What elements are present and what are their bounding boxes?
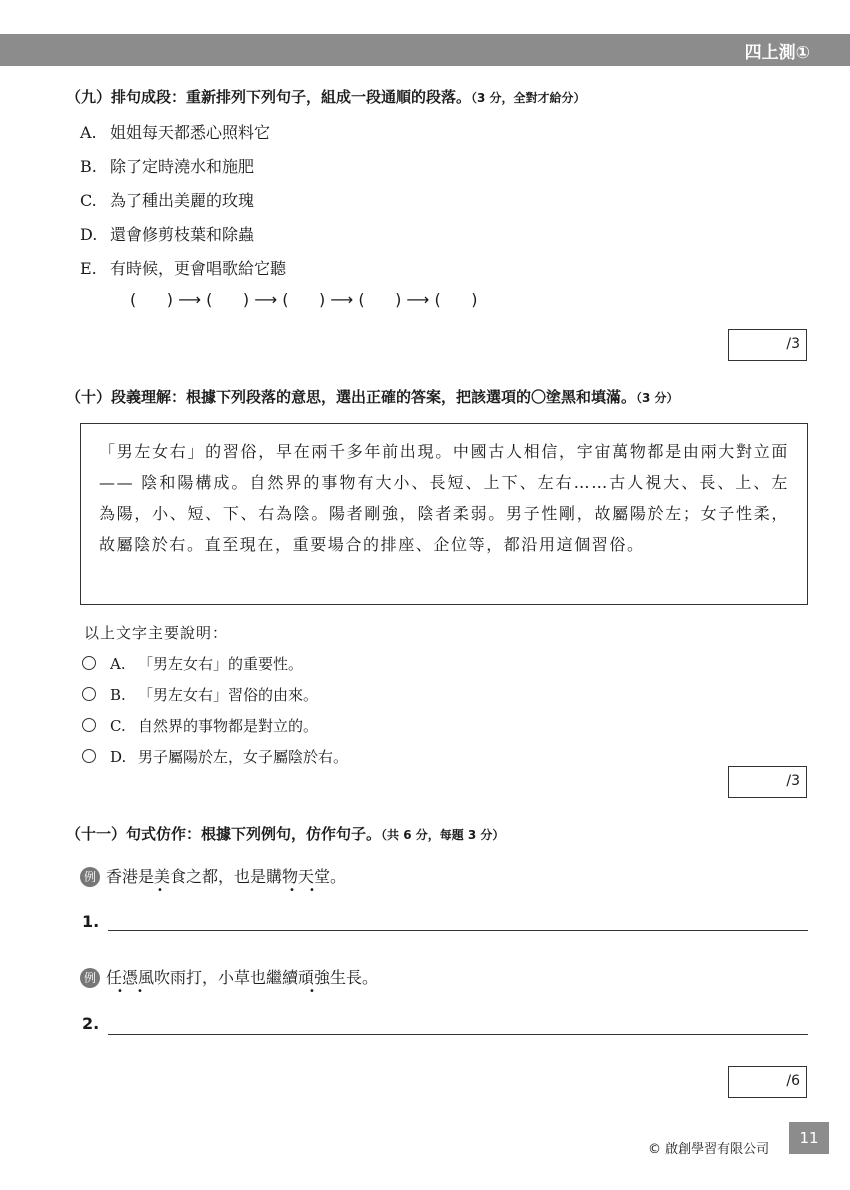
question-prompt: 以上文字主要說明： — [84, 624, 229, 642]
example-badge-icon: 例 — [80, 968, 100, 988]
section9-title: （九）排句成段：重新排列下列句子，組成一段通順的段落。（3 分，全對才給分） — [66, 88, 586, 106]
header-bar — [0, 34, 850, 66]
answer-number-2: 2. — [82, 1014, 100, 1033]
section9-item-a: A. 姐姐每天都悉心照料它 — [80, 123, 271, 142]
section9-score-box: /3 — [728, 329, 807, 361]
section9-item-d: D. 還會修剪枝葉和除蟲 — [80, 225, 255, 244]
option-d-radio-icon[interactable] — [82, 749, 96, 763]
option-c-radio-icon[interactable] — [82, 718, 96, 732]
option-c[interactable]: C. 自然界的事物都是對立的。 — [82, 715, 318, 736]
example-badge-icon: 例 — [80, 867, 100, 887]
section9-item-c: C. 為了種出美麗的玫瑰 — [80, 191, 255, 210]
emphasis-dot: • — [157, 885, 163, 896]
option-b[interactable]: B. 「男左女右」習俗的由來。 — [82, 684, 318, 705]
answer-number-1: 1. — [82, 912, 100, 931]
section11-note: （共 6 分，每題 3 分） — [381, 828, 505, 842]
section11-score-box: /6 — [728, 1066, 807, 1098]
option-a-radio-icon[interactable] — [82, 656, 96, 670]
emphasis-dot: • — [289, 885, 295, 896]
option-d[interactable]: D. 男子屬陽於左，女子屬陰於右。 — [82, 746, 348, 767]
section11-title: （十一）句式仿作：根據下列例句，仿作句子。（共 6 分，每題 3 分） — [66, 825, 505, 843]
section9-note: （3 分，全對才給分） — [471, 91, 586, 105]
emphasis-dot: • — [309, 986, 315, 997]
reading-passage: 「男左女右」的習俗，早在兩千多年前出現。中國古人相信，宇宙萬物都是由兩大對立面 —— 陰和陽構成。自然界的事物有大小、長短、上下、左右……古人視大、長、上、左為陽，小、短、下、右為陰。陽者剛強，陰者柔弱。男子性剛，故屬陽於左；女子性柔，故屬陰於右。直至現在，重要場合的排座、企位等，都沿用這個習俗。 — [99, 442, 789, 554]
option-a[interactable]: A. 「男左女右」的重要性。 — [82, 653, 303, 674]
reading-passage-box — [80, 423, 808, 605]
section10-note: （3 分） — [636, 391, 679, 405]
section10-score-box: /3 — [728, 766, 807, 798]
answer-line-2[interactable] — [108, 1034, 808, 1035]
emphasis-dot: • — [137, 986, 143, 997]
page-number: 11 — [789, 1122, 829, 1154]
section9-item-e: E. 有時候，更會唱歌給它聽 — [80, 259, 287, 278]
example-sentence-2: 例 任憑風吹雨打，小草也繼續頑強生長。 — [80, 965, 378, 988]
section9-item-b: B. 除了定時澆水和施肥 — [80, 157, 255, 176]
section10-title: （十）段義理解：根據下列段落的意思，選出正確的答案，把該選項的〇塗黑和填滿。（3 分） — [66, 388, 679, 406]
example-sentence-1: 例 香港是美食之都，也是購物天堂。 — [80, 864, 346, 887]
copyright-text: © 啟創學習有限公司 — [648, 1142, 770, 1157]
emphasis-dot: • — [309, 885, 315, 896]
option-b-radio-icon[interactable] — [82, 687, 96, 701]
sequence-answer-slots[interactable]: ( ) ⟶ ( ) ⟶ ( ) ⟶ ( ) ⟶ ( ) — [130, 290, 478, 309]
answer-line-1[interactable] — [108, 930, 808, 931]
header-label: 四上測① — [744, 43, 810, 63]
emphasis-dot: • — [117, 986, 123, 997]
